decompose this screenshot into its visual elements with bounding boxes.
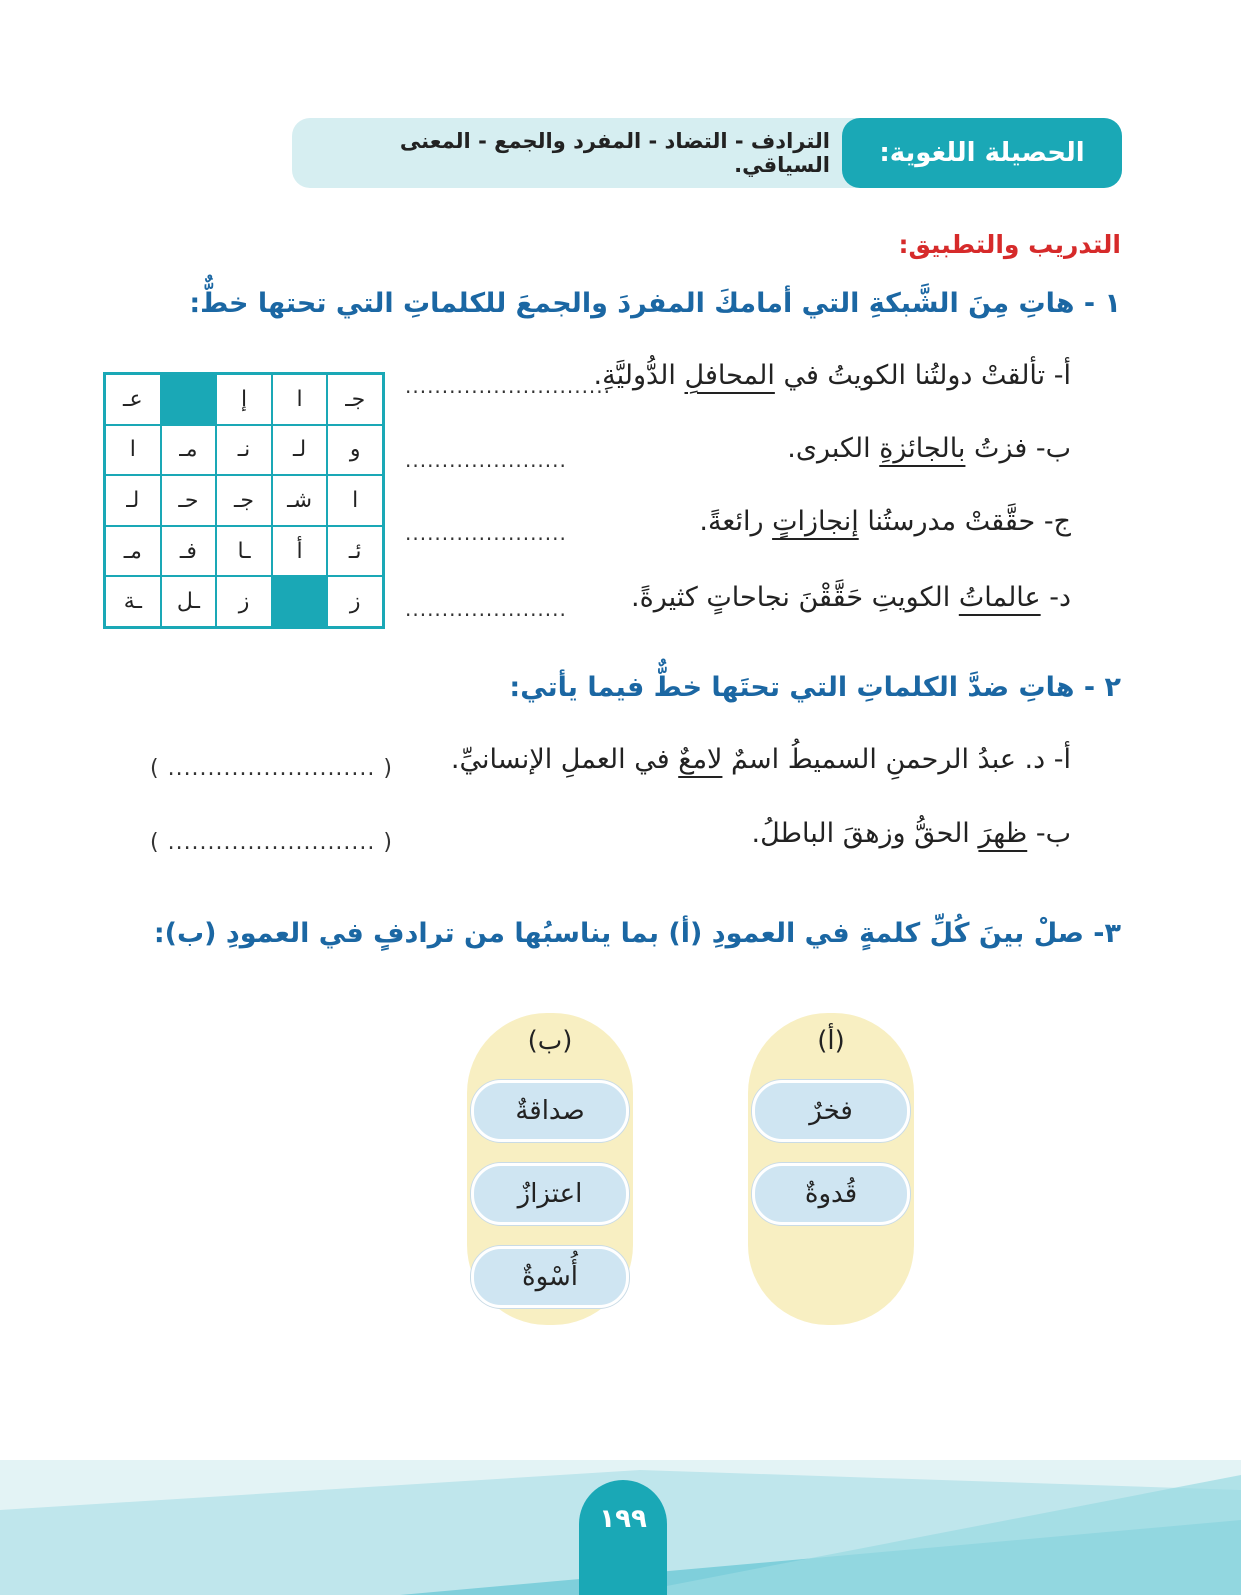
- grid-cell: عـ: [105, 374, 161, 425]
- grid-cell: ـا: [216, 526, 272, 577]
- grid-cell: ا: [327, 475, 383, 526]
- underlined-word: لامعٌ: [678, 744, 723, 775]
- column-b-word-2[interactable]: اعتزازٌ: [471, 1163, 629, 1225]
- column-a-label: (أ): [817, 1026, 845, 1056]
- q1-title: ١ - هاتِ مِنَ الشَّبكةِ التي أمامكَ المفردَ والجمعَ للكلماتِ التي تحتها خطٌّ:: [189, 288, 1121, 319]
- underlined-word: إنجازاتٍ: [772, 506, 859, 537]
- grid-cell: حـ: [161, 475, 217, 526]
- grid-cell: لـ: [272, 425, 328, 476]
- grid-cell: مـ: [105, 526, 161, 577]
- q1-item-b: ب- فزتُ بالجائزةِ الكبرى.: [787, 433, 1071, 464]
- underlined-word: ظهرَ: [978, 818, 1028, 849]
- grid-cell: ا: [272, 374, 328, 425]
- grid-cell: أ: [272, 526, 328, 577]
- answer-line: ............................: [405, 374, 612, 398]
- grid-cell: شـ: [272, 475, 328, 526]
- column-a-word-1[interactable]: فخرٌ: [752, 1080, 910, 1142]
- q2-title: ٢ - هاتِ ضدَّ الكلماتِ التي تحتَها خطٌّ فيما يأتي:: [509, 672, 1121, 703]
- answer-line: ......................: [405, 521, 567, 545]
- page-number: ١٩٩: [579, 1480, 667, 1595]
- grid-cell: و: [327, 425, 383, 476]
- grid-cell: جـ: [327, 374, 383, 425]
- underlined-word: عالماتُ: [958, 582, 1041, 613]
- column-b-label: (ب): [527, 1026, 573, 1056]
- grid-cell: ـل: [161, 576, 217, 627]
- grid-cell: ز: [216, 576, 272, 627]
- q2-item-b: ب- ظهرَ الحقُّ وزهقَ الباطلُ.: [751, 818, 1071, 849]
- underlined-word: بالجائزةِ: [879, 433, 966, 464]
- grid-cell: ـة: [105, 576, 161, 627]
- underlined-word: المحافلِ: [684, 360, 775, 391]
- grid-cell-shaded: [272, 576, 328, 627]
- grid-cell: مـ: [161, 425, 217, 476]
- column-a-word-2[interactable]: قُدوةٌ: [752, 1163, 910, 1225]
- section-title: التدريب والتطبيق:: [898, 230, 1121, 259]
- answer-line: ......................: [405, 597, 567, 621]
- column-b-word-1[interactable]: صداقةٌ: [471, 1080, 629, 1142]
- letter-grid: [103, 372, 385, 629]
- grid-cell: ئـ: [327, 526, 383, 577]
- grid-cell: لـ: [105, 475, 161, 526]
- grid-cell: نـ: [216, 425, 272, 476]
- q1-item-a: أ- تألقتْ دولتُنا الكويتُ في المحافلِ الدُّوليَّةِ.: [593, 360, 1071, 391]
- topics-text: الترادف - التضاد - المفرد والجمع - المعنى السياقي.: [399, 129, 830, 177]
- grid-cell: ا: [105, 425, 161, 476]
- q3-title: ٣- صلْ بينَ كُلِّ كلمةٍ في العمودِ (أ) بما يناسبُها من ترادفٍ في العمودِ (ب):: [153, 918, 1121, 949]
- grid-cell: إ: [216, 374, 272, 425]
- grid-cell: ز: [327, 576, 383, 627]
- grid-cell: جـ: [216, 475, 272, 526]
- q1-item-d: د- عالماتُ الكويتِ حَقَّقْنَ نجاحاتٍ كثيرةً.: [631, 582, 1071, 613]
- grid-cell-shaded: [161, 374, 217, 425]
- grid-cell: فـ: [161, 526, 217, 577]
- column-b-word-3[interactable]: أُسْوةٌ: [471, 1246, 629, 1308]
- topic-tab: الحصيلة اللغوية:: [842, 118, 1122, 188]
- answer-parentheses: ( .......................... ): [150, 830, 393, 855]
- answer-parentheses: ( .......................... ): [150, 756, 393, 781]
- answer-line: ......................: [405, 448, 567, 472]
- q1-item-c: ج- حقَّقتْ مدرستُنا إنجازاتٍ رائعةً.: [699, 506, 1071, 537]
- q2-item-a: أ- د. عبدُ الرحمنِ السميطُ اسمٌ لامعٌ في العملِ الإنسانيِّ.: [450, 744, 1071, 775]
